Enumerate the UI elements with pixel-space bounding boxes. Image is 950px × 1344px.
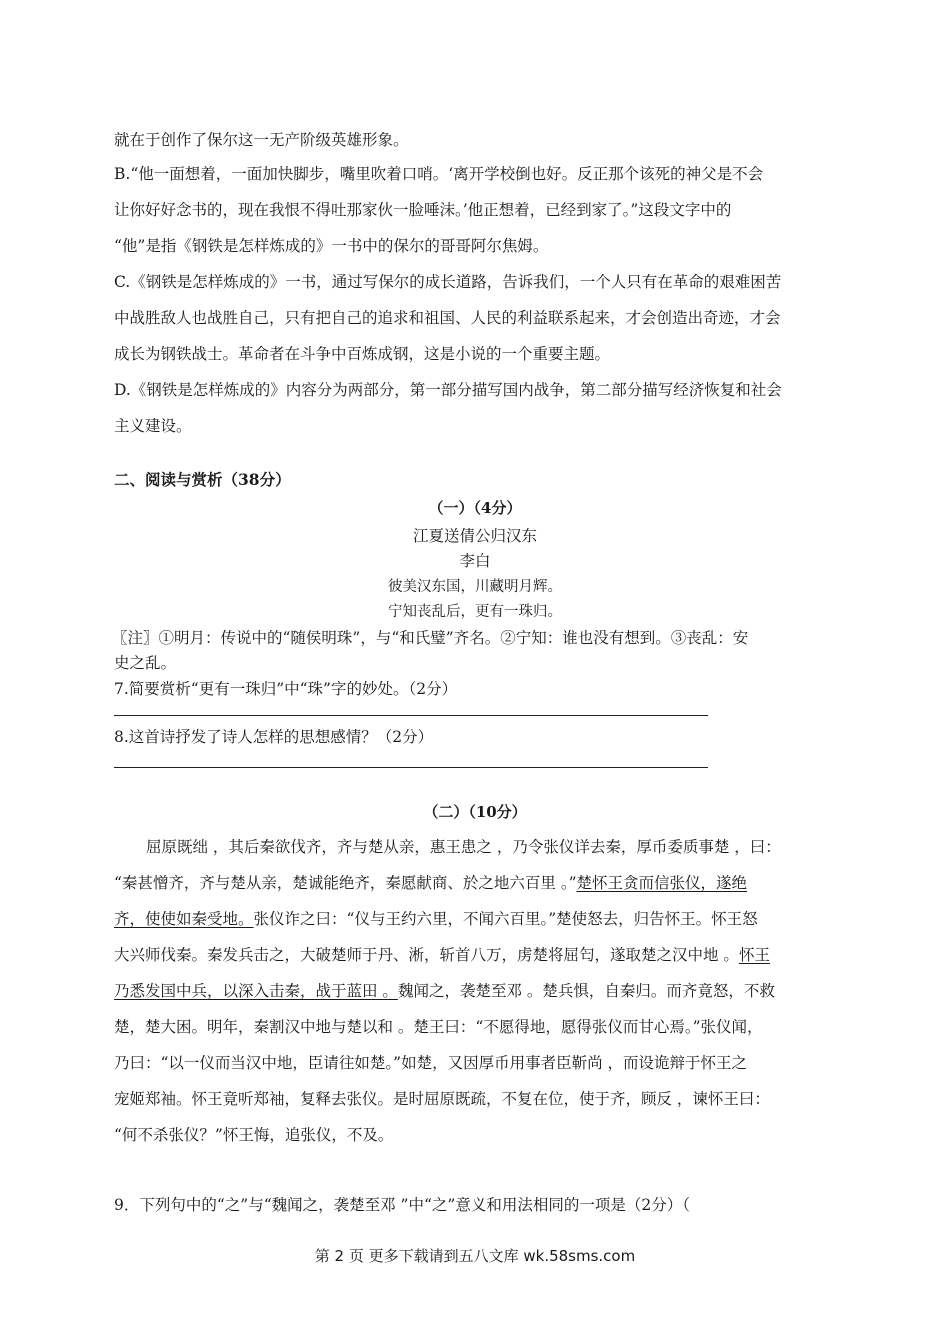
passage-text: 大兴师伐秦。秦发兵击之，大破楚师于丹、淅，斩首八万，虏楚将屈匄，遂取楚之汉中地 。: [114, 946, 739, 964]
option-b-line-1: B.“他一面想着，一面加快脚步，嘴里吹着口哨。‘离开学校倒也好。反正那个该死的神父是不会: [114, 165, 764, 183]
passage-text: 张仪诈之曰：“仪与王约六里，不闻六百里。”楚使怒去，归告怀王。怀王怒: [253, 910, 758, 928]
answer-line-q7[interactable]: [114, 715, 708, 716]
option-a-end: 就在于创作了保尔这一无产阶级英雄形象。: [114, 131, 409, 149]
answer-line-q8[interactable]: [114, 767, 708, 768]
passage-line-3: [114, 907, 758, 929]
passage-line-1: 屈原既绌 ，其后秦欲伐齐，齐与楚从亲，惠王患之 ，乃令张仪详去秦，厚币委质事楚 ，曰：: [146, 838, 781, 856]
section-heading: 二、阅读与赏析（38分）: [114, 470, 291, 489]
underlined-sentence: 怀王: [738, 946, 770, 964]
passage-line-8: 宠姬郑袖。怀王竟听郑袖，复释去张仪。是时屈原既疏，不复在位，使于齐，顾反 ，谏怀王曰：: [114, 1090, 770, 1108]
option-d-line-2: 主义建设。: [114, 417, 192, 435]
option-c-line-1: C.《钢铁是怎样炼成的》一书，通过写保尔的成长道路，告诉我们，一个人只有在革命的艰难困苦: [114, 273, 782, 291]
option-d-line-1: D.《钢铁是怎样炼成的》内容分为两部分，第一部分描写国内战争，第二部分描写经济恢复和社会: [114, 381, 782, 399]
part2-title: （二）（10分）: [423, 803, 527, 821]
part1-title: （一）（4分）: [428, 499, 522, 517]
option-b-line-3: “他”是指《钢铁是怎样炼成的》一书中的保尔的哥哥阿尔焦姆。: [114, 237, 549, 255]
option-c-line-2: 中战胜敌人也战胜自己，只有把自己的追求和祖国、人民的利益联系起来，才会创造出奇迹，才会: [114, 309, 781, 327]
passage-line-9: “何不杀张仪？”怀王悔，追张仪，不及。: [114, 1126, 394, 1144]
underlined-sentence: 乃悉发国中兵，以深入击秦，战于蓝田 。: [114, 982, 398, 1000]
passage-line-4: [114, 943, 770, 965]
poem-line-1: 彼美汉东国，川藏明月辉。: [388, 579, 562, 595]
passage-line-2: [114, 871, 747, 893]
question-7: 7.简要赏析“更有一珠归”中“珠”字的妙处。（2分）: [114, 680, 458, 698]
poem-line-2: 宁知丧乱后，更有一珠归。: [388, 604, 562, 620]
annotation-line-1: 〖注〗①明月：传说中的“随侯明珠”，与“和氏璧”齐名。②宁知：谁也没有想到。③丧乱：安: [112, 629, 749, 647]
passage-text: “秦甚憎齐，齐与楚从亲，楚诚能绝齐，秦愿献商、於之地六百里 。”: [114, 874, 577, 892]
passage-line-7: 乃曰：“以一仪而当汉中地，臣请往如楚。”如楚，又因厚币用事者臣靳尚 ，而设诡辩于怀王之: [114, 1054, 748, 1072]
question-9: 9．下列句中的“之”与“魏闻之，袭楚至邓 ”中“之”意义和用法相同的一项是（2分）（: [114, 1196, 690, 1214]
underlined-sentence: 楚怀王贪而信张仪，遂绝: [576, 874, 748, 892]
poem-title: 江夏送倩公归汉东: [412, 527, 537, 545]
passage-line-5: [114, 979, 775, 1001]
passage-text: 魏闻之，袭楚至邓 。楚兵惧，自秦归。而齐竟怒，不救: [397, 982, 775, 1000]
page-footer: 第 2 页 更多下载请到五八文库 wk.58sms.com: [314, 1247, 636, 1265]
underlined-sentence: 齐，使使如秦受地。: [114, 910, 254, 928]
passage-line-6: 楚，楚大困。明年，秦割汉中地与楚以和 。楚王曰：“不愿得地，愿得张仪而甘心焉。”张仪闻，: [114, 1018, 763, 1036]
poem-author: 李白: [459, 552, 491, 570]
question-8: 8.这首诗抒发了诗人怎样的思想感情？（2分）: [114, 728, 434, 746]
annotation-line-2: 史之乱。: [114, 654, 177, 672]
option-c-line-3: 成长为钢铁战士。革命者在斗争中百炼成钢，这是小说的一个重要主题。: [114, 345, 611, 363]
option-b-line-2: 让你好好念书的，现在我恨不得吐那家伙一脸唾沫。’他正想着，已经到家了。”这段文字中的: [114, 201, 732, 219]
